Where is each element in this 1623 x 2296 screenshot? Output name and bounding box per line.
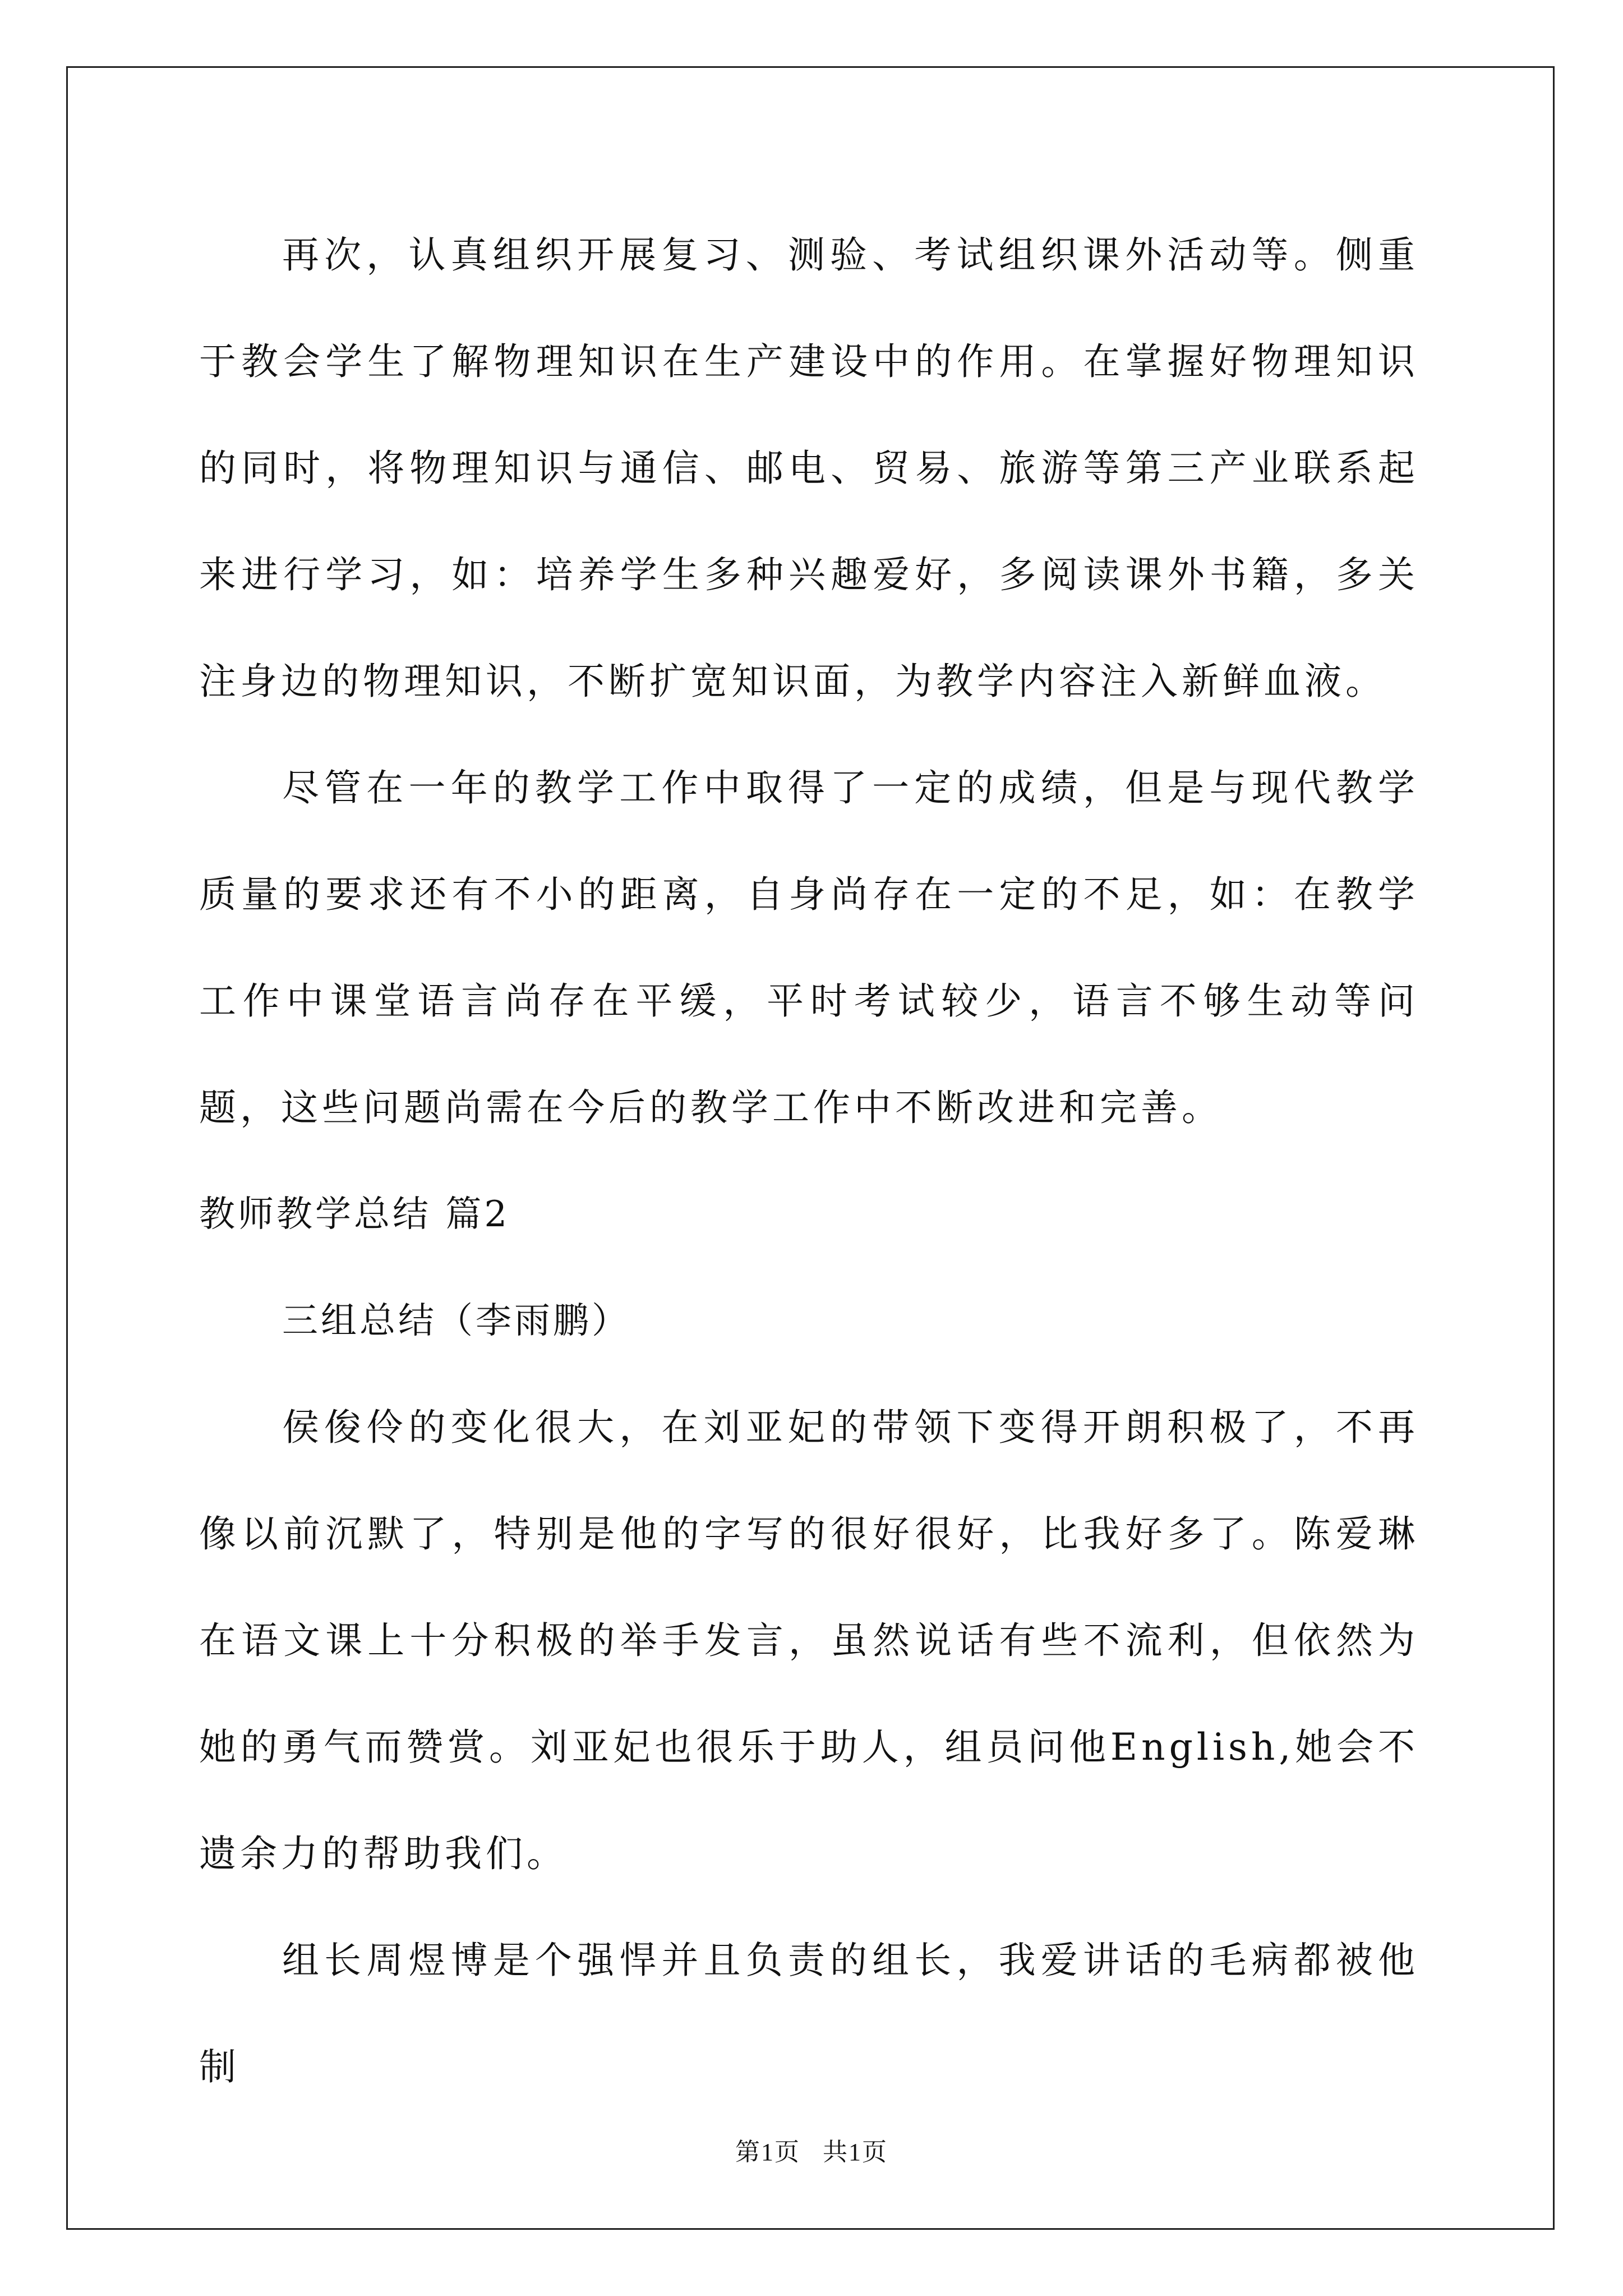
paragraph-group-members: 侯俊伶的变化很大，在刘亚妃的带领下变得开朗积极了，不再像以前沉默了，特别是他的字写的很好很好，比我好多了。陈爱琳在语文课上十分积极的举手发言，虽然说话有些不流利，但依然为她的勇气而赞赏。刘亚妃也很乐于助人，组员问他English,她会不遗余力的帮助我们。 (199, 1406, 1419, 1875)
group-title: 三组总结（李雨鹏） (282, 1300, 630, 1342)
paragraph-group-leader: 组长周煜博是个强悍并且负责的组长，我爱讲话的毛病都被他制 (199, 1939, 1419, 2088)
section-heading: 教师教学总结 篇2 (199, 1194, 510, 1235)
page-number-total: 共1页 (823, 2138, 888, 2166)
paragraph-review-activities: 再次，认真组织开展复习、测验、考试组织课外活动等。侧重于教会学生了解物理知识在生产建设中的作用。在掌握好物理知识的同时，将物理知识与通信、邮电、贸易、旅游等第三产业联系起来进行学习，如：培养学生多种兴趣爱好，多阅读课外书籍，多关注身边的物理知识，不断扩宽知识面，为教学内容注入新鲜血液。 (199, 233, 1419, 703)
page-footer (0, 2132, 1623, 2168)
paragraph-shortcomings: 尽管在一年的教学工作中取得了一定的成绩，但是与现代教学质量的要求还有不小的距离，自身尚存在一定的不足，如：在教学工作中课堂语言尚存在平缓，平时考试较少，语言不够生动等问题，这些问题尚需在今后的教学工作中不断改进和完善。 (199, 766, 1419, 1129)
document-body (199, 202, 1419, 2120)
page-number-current: 第1页 (735, 2138, 800, 2166)
